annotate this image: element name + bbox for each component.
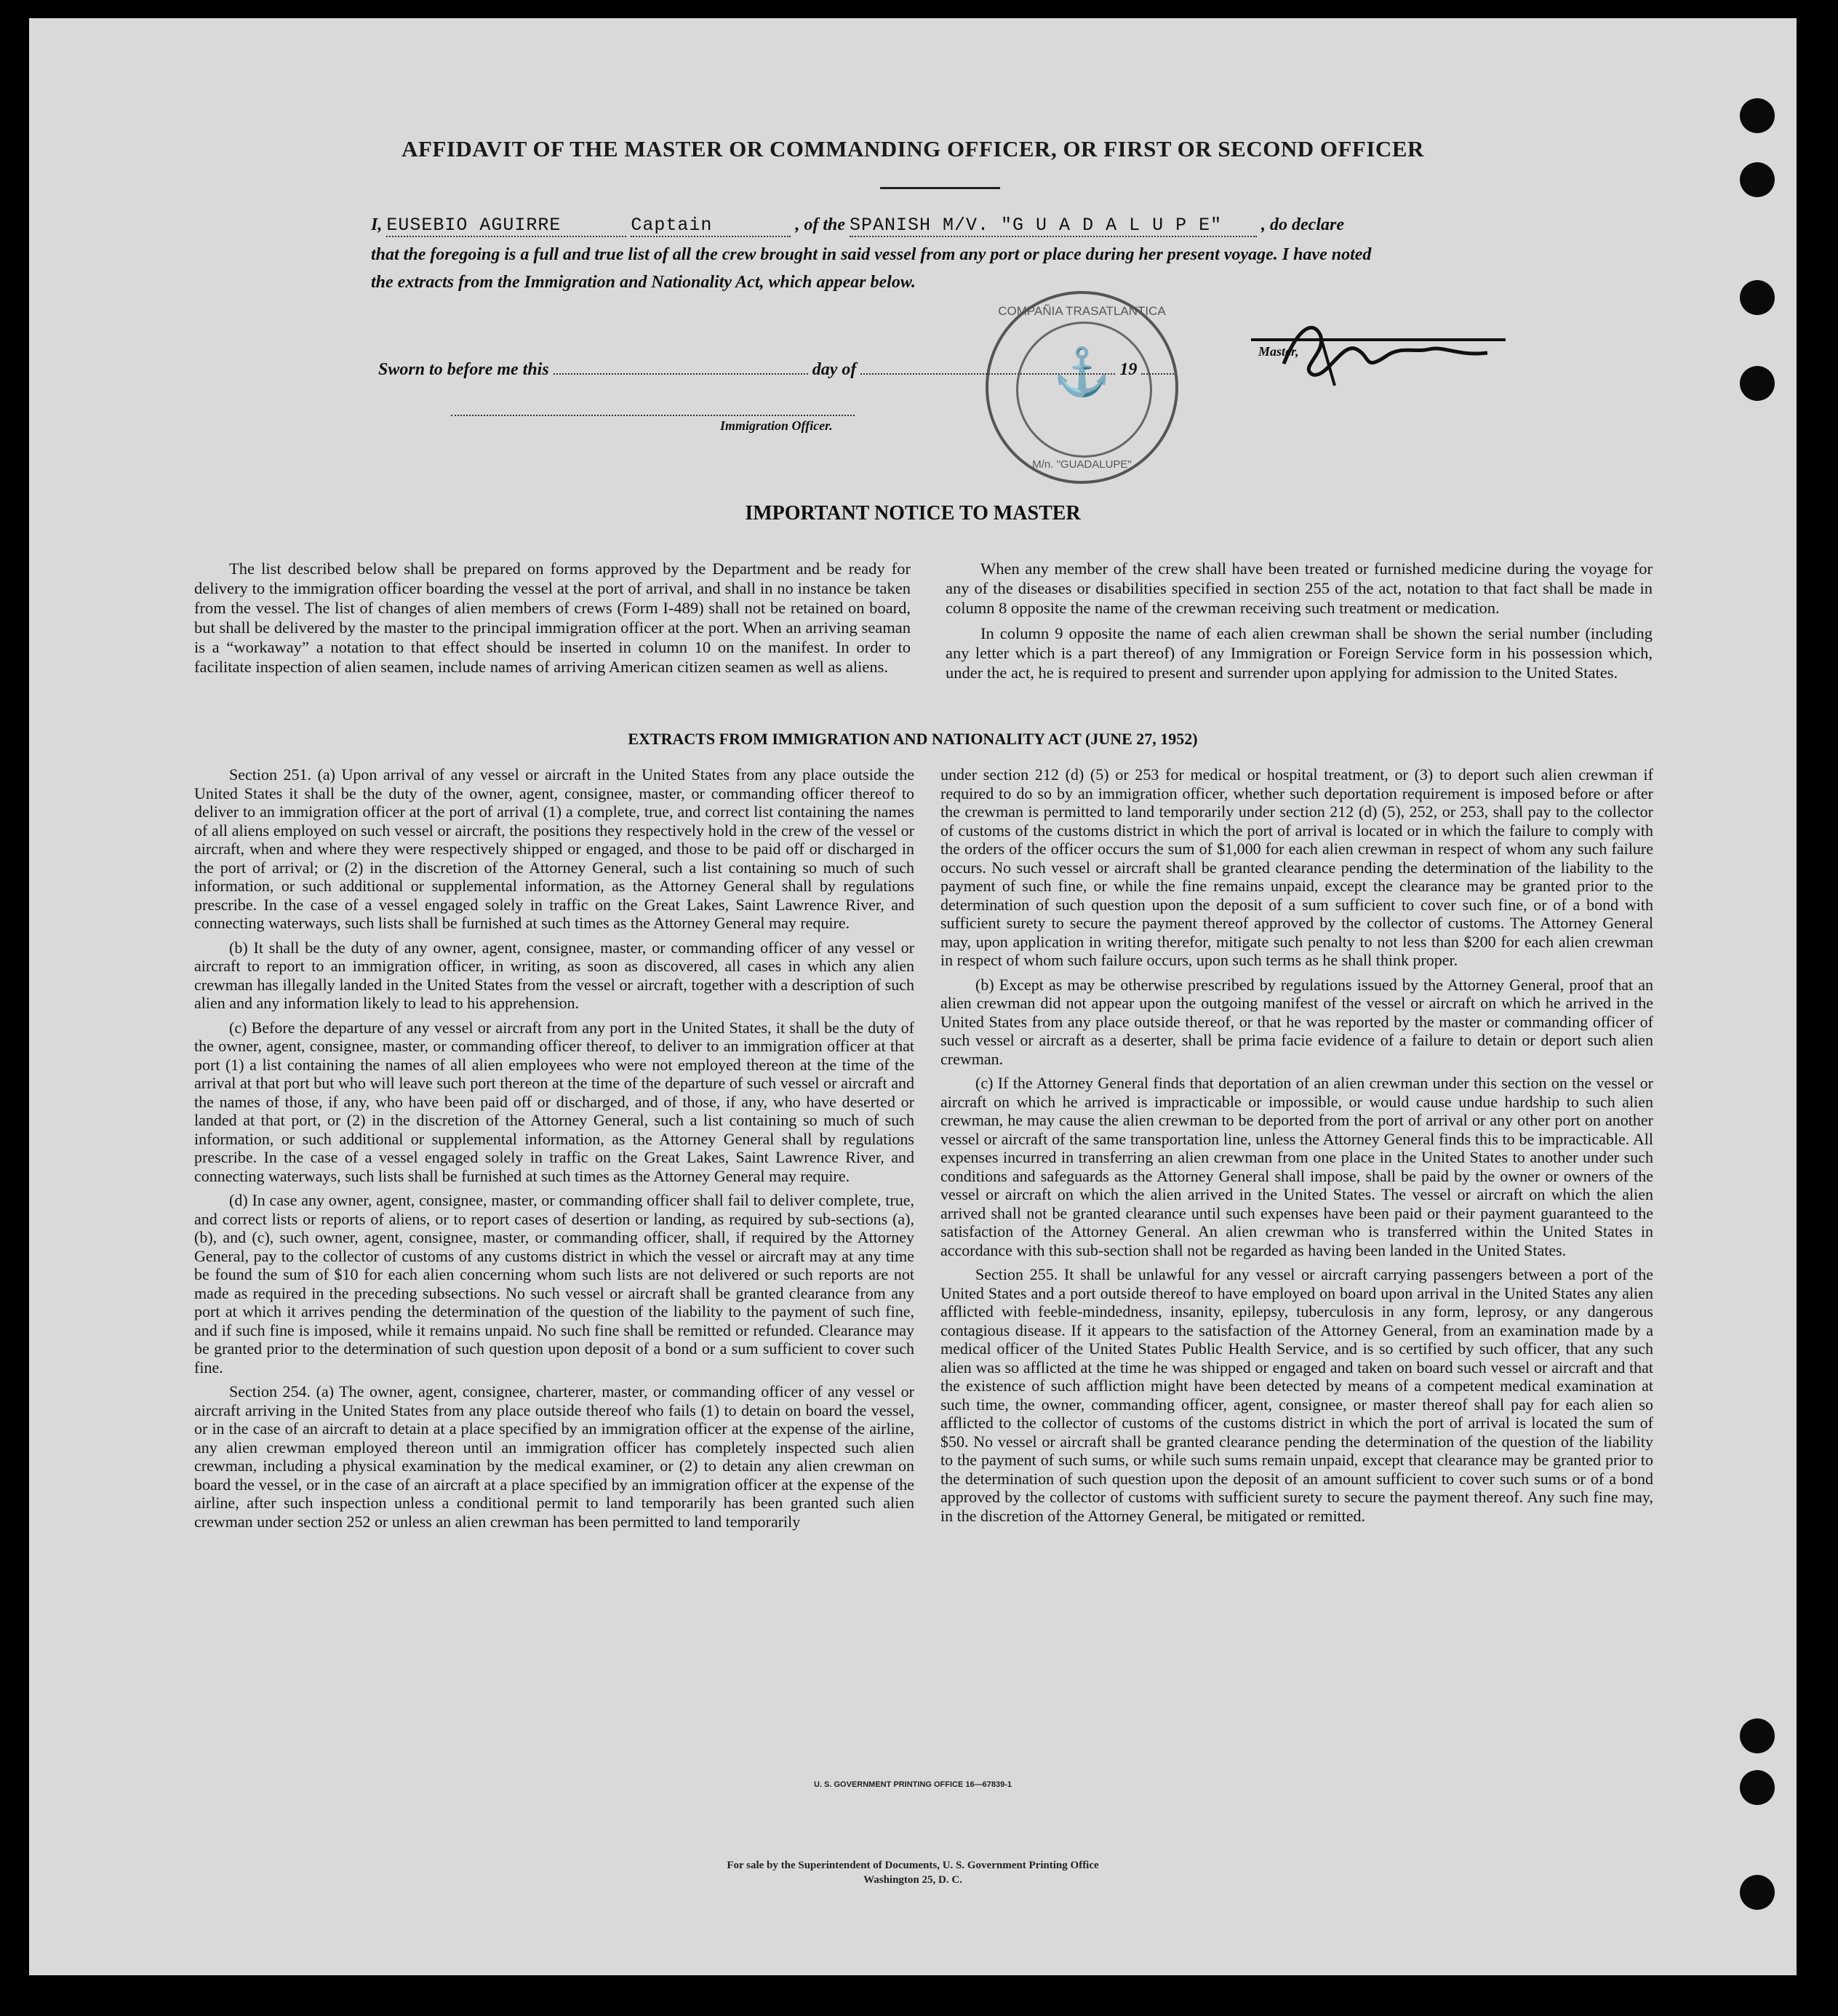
declaration-line-3: the extracts from the Immigration and Nationality Act, which appear below. (371, 273, 916, 292)
sworn-label: Sworn to before me this (378, 360, 549, 379)
section-251-d: (d) In case any owner, agent, consignee, master, or commanding officer shall fail to deliver complete, true, and correct lists or reports of aliens, or to report cases of desertion or landing, as required by sub-sections (a), (b), and (c), such owner, agent, consignee, master, or commanding officer, shall, if required by the Attorney General, pay to the collector of customs of any customs district in which the vessel or aircraft may at any time be found the sum of $10 for each alien concerning whom such lists are not delivered or such reports are not made as required in the preceding subsections. No such vessel or aircraft shall be granted clearance from any port at which it arrives pending the determination of the question of the liability to the payment of such fine, and if such fine is imposed, while it remains unpaid. No such fine shall be remitted or refunded. Clearance may be granted prior to the determination of such question upon deposit of a bond or a sum sufficient to cover such fine. (194, 1191, 914, 1376)
sworn-line (378, 360, 1251, 380)
ship-seal-stamp (986, 291, 1178, 484)
anchor-icon: ⚓ (1052, 346, 1111, 398)
extracts-right-column (940, 765, 1653, 1531)
extracts-title: EXTRACTS FROM IMMIGRATION AND NATIONALITY ACT (JUNE 27, 1952) (628, 730, 1198, 748)
section-254-a: Section 254. (a) The owner, agent, consignee, charterer, master, or commanding officer of any vessel or aircraft arriving in the United States from any place outside thereof who fails (1) to detain on board the vessel, or in the case of an aircraft to detain at a place specified by an immigration officer at the expense of the airline, any alien crewman employed thereon until an immigration officer has completely inspected such alien crewman, including a physical examination by the medical examiner, or (2) to detain any alien crewman on board the vessel, or in the case of an aircraft at a place specified by an immigration officer at the expense of the airline, after such inspection unless a conditional permit to land temporarily has been granted such alien crewman under section 252 or unless an alien crewman has been permitted to land temporarily (194, 1382, 914, 1531)
extracts-left-column (194, 765, 914, 1537)
master-signature-line (1251, 338, 1506, 341)
seal-top-text: COMPAÑIA TRASATLANTICA (998, 304, 1166, 318)
day-of-label: day of (812, 360, 857, 379)
section-255: Section 255. It shall be unlawful for any vessel or aircraft carrying passengers between a port of the United States and a port outside thereof to have employed on board upon arrival in the United States any alien afflicted with feeble-mindedness, insanity, epilepsy, tuberculosis in any form, leprosy, or any dangerous contagious disease. If it appears to the satisfaction of the Attorney General, from an examination made by a medical officer of the United States Public Health Service, and is so certified by such officer, that any such alien was so afflicted at the time he was shipped or engaged and taken on board such vessel or aircraft and that the existence of such affliction might have been detected by means of a competent medical examination at such time, the owner, commanding officer, agent, consignee, or master thereof shall pay for each alien so afflicted to the collector of customs of the customs district in which the port of arrival is located the sum of $50. No vessel or aircraft shall be granted clearance pending the determination of the question of the liability to the payment of such sums, or while such sums remain unpaid, except that clearance may be granted prior to the determination of such question upon the deposit of an amount sufficient to cover such sums or of a bond approved by the collector of customs with sufficient surety to secure the payment thereof. Any such fine may, in the discretion of the Attorney General, be mitigated or remitted. (940, 1265, 1653, 1525)
do-declare-label: , do declare (1261, 215, 1344, 234)
notice-right-column (946, 559, 1653, 688)
section-251-b: (b) It shall be the duty of any owner, agent, consignee, master, or commanding officer of any vessel or aircraft to report to an immigration officer, in writing, as soon as discovered, all cases in which any alien crewman has illegally landed in the United States from the vessel or aircraft, together with a description of such alien and any information likely to lead to his apprehension. (194, 938, 914, 1012)
section-254-b: (b) Except as may be otherwise prescribed by regulations issued by the Attorney General, proof that an alien crewman did not appear upon the outgoing manifest of the vessel or aircraft on which he arrived in the United States from any place outside thereof, or that he was reported by the master or commanding officer of such vessel or aircraft as a deserter, shall be prima facie evidence of a failure to detain or deport such alien crewman. (940, 975, 1653, 1068)
printing-office-line: U. S. GOVERNMENT PRINTING OFFICE 16—67839-1 (813, 1780, 1012, 1789)
master-signature (1269, 313, 1502, 393)
section-251-c: (c) Before the departure of any vessel or aircraft from any port in the United States, it shall be the duty of the owner, agent, consignee, master, or commanding officer thereof, to deliver to an immigration officer at that port (1) a list containing the names of all alien employees who were not employed thereon at the time of the arrival at that port but who will leave such port thereon at the time of the departure of such vessel or aircraft and the names of those, if any, who have been paid off or discharged, and of those, if any, who have deserted or landed at that port, or (2) in the discretion of the Attorney General, such a list containing so much of such information, or such additional or supplemental information, as the Attorney General shall by regulations prescribe. In the case of a vessel engaged solely in traffic on the Great Lakes, Saint Lawrence River, and connecting waterways, such lists shall be furnished at such times as the Attorney General may require. (194, 1018, 914, 1185)
immigration-officer-label: Immigration Officer. (720, 418, 833, 433)
affidavit-title: AFFIDAVIT OF THE MASTER OR COMMANDING OFFICER, OR FIRST OR SECOND OFFICER (401, 136, 1424, 162)
notice-right-paragraph-2: In column 9 opposite the name of each alien crewman shall be shown the serial number (including any letter which is a part thereof) of any Immigration or Foreign Service form in his possession which, under the act, he is required to present and surrender upon applying for admission to the United States. (946, 624, 1653, 682)
city-line: Washington 25, D. C. (863, 1874, 962, 1886)
punch-hole (1740, 366, 1775, 401)
master-label: Master, (1258, 344, 1299, 359)
for-sale-line: For sale by the Superintendent of Documents, U. S. Government Printing Office (727, 1860, 1099, 1871)
of-the-label: , of the (795, 215, 846, 234)
section-251-a: Section 251. (a) Upon arrival of any vessel or aircraft in the United States from any place outside the United States it shall be the duty of the owner, agent, consignee, master, or commanding officer thereof to deliver to an immigration officer at the port of arrival (1) a complete, true, and correct list containing the names of all aliens employed on such vessel or aircraft, the positions they respectively hold in the crew of the vessel or aircraft, when and where they were respectively shipped or engaged, and those to be paid off or discharged in the port of arrival; or (2) in the discretion of the Attorney General, such a list containing so much of such information, or such additional or supplemental information, as the Attorney General shall by regulations prescribe. In the case of a vessel engaged solely in traffic on the Great Lakes, Saint Lawrence River, and connecting waterways, such lists shall be furnished at such times as the Attorney General may require. (194, 765, 914, 932)
punch-hole (1740, 280, 1775, 315)
punch-hole (1740, 162, 1775, 197)
year-label: 19 (1119, 360, 1138, 379)
notice-title: IMPORTANT NOTICE TO MASTER (745, 502, 1081, 525)
section-254-c: (c) If the Attorney General finds that deportation of an alien crewman under this section on the vessel or aircraft on which he arrived is impracticable or impossible, or would cause undue hardship to such alien crewman, he may cause the alien crewman to be deported from the port of arrival or any other port on another vessel or aircraft of the same transportation line, unless the Attorney General finds this to be impracticable. All expenses incurred in transferring an alien crewman from one place in the United States to another under such conditions and safeguards as the Attorney General shall impose, shall be paid by the owner or owners of the vessel or aircraft on which the alien arrived in the United States. The vessel or aircraft on which the alien arrived shall not be granted clearance until such expenses have been paid or their payment guaranteed to the satisfaction of the Attorney General. An alien crewman who is transferred within the United States in accordance with this sub-section shall not be regarded as having been landed in the United States. (940, 1074, 1653, 1259)
master-rank: Captain (631, 215, 713, 236)
i-label: I, (371, 215, 383, 234)
title-rule (880, 187, 1000, 189)
section-254-a-continued: under section 212 (d) (5) or 253 for medical or hospital treatment, or (3) to deport such alien crewman if required to do so by an immigration officer, whether such deportation requirement is imposed before or after the crewman is permitted to land temporarily under section 212 (d) (5), 252, or 253, shall pay to the collector of customs of the customs district in which the port of arrival is located or in which the failure to comply with the orders of the officer occurs the sum of $1,000 for each alien crewman in respect of whom any such failure occurs. No such vessel or aircraft shall be granted clearance pending the determination of the liability to the payment of such fine, or while the fine remains unpaid, except the clearance may be granted prior to the determination of such question upon the deposit of a sum sufficient to cover such fine, or of a bond with sufficient surety to secure the payment thereof approved by the collector of customs. The Attorney General may, upon application in writing therefor, mitigate such penalty to not less than $200 for each alien crewman in respect of whom such failure occurs, upon such terms as he shall think proper. (940, 765, 1653, 969)
document-page (29, 18, 1797, 1975)
declaration-line-2: that the foregoing is a full and true list of all the crew brought in said vessel from any port or place during her present voyage. I have noted (371, 245, 1372, 264)
punch-hole (1740, 98, 1775, 133)
officer-signature-line (451, 415, 855, 416)
notice-left-column (194, 559, 911, 682)
vessel-name: SPANISH M/V. "G U A D A L U P E" (850, 215, 1223, 236)
declaration-line-1 (371, 215, 1506, 237)
master-name: EUSEBIO AGUIRRE (386, 215, 562, 236)
seal-bottom-text: M/n. "GUADALUPE" (1032, 458, 1132, 471)
punch-hole (1740, 1718, 1775, 1753)
notice-left-paragraph: The list described below shall be prepared on forms approved by the Department and be ready for delivery to the immigration officer boarding the vessel at the port of arrival, and shall in no instance be taken from the vessel. The list of changes of alien members of crews (Form I-489) shall not be retained on board, but shall be delivered by the master to the principal immigration officer at the port. When an arriving seaman is a “workaway” a notation to that effect should be inserted in column 10 on the manifest. In order to facilitate inspection of alien seamen, include names of arriving American citizen seamen as well as aliens. (194, 559, 911, 676)
notice-right-paragraph-1: When any member of the crew shall have been treated or furnished medicine during the voyage for any of the diseases or disabilities specified in section 255 of the act, notation to that fact shall be made in column 8 opposite the name of the crewman receiving such treatment or medication. (946, 559, 1653, 617)
